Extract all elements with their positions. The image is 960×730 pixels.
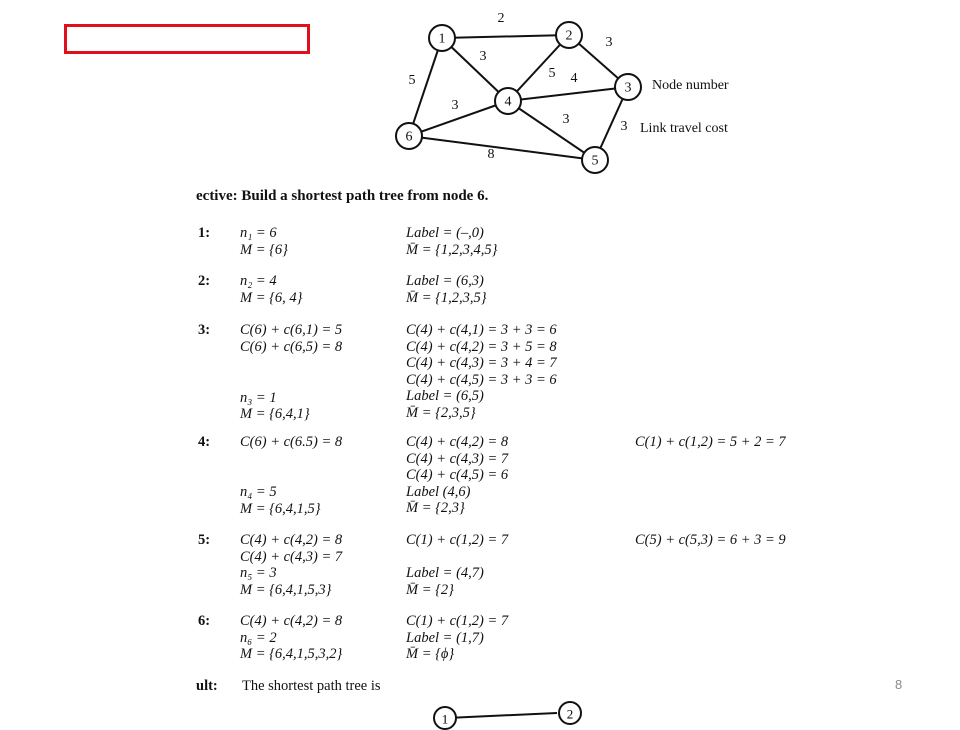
link-cost-1-4: 3 <box>479 49 487 64</box>
node-1-label: 1 <box>438 31 446 47</box>
step-3-left-line: n₃ = 1 <box>240 389 277 406</box>
link-cost-4-6: 3 <box>451 98 459 113</box>
link-cost-1-6: 5 <box>408 73 416 88</box>
step-1-mid-line: M̄ = {1,2,3,4,5} <box>406 241 498 258</box>
step-6-mid-line: Label = (1,7) <box>406 629 484 646</box>
step-3-mid-line: C(4) + c(4,5) = 3 + 3 = 6 <box>406 371 557 388</box>
node-4-label: 4 <box>504 94 512 110</box>
link-cost-1-2: 2 <box>497 11 505 26</box>
step-4-left-line: C(6) + c(6.5) = 8 <box>240 434 343 450</box>
highlight-box <box>64 24 310 54</box>
step-5-left-line: C(4) + c(4,3) = 7 <box>240 548 343 565</box>
link-4-3 <box>508 87 628 101</box>
step-1-left-line: M = {6} <box>240 241 288 258</box>
tree-link-1-2 <box>447 713 557 718</box>
link-cost-4-3: 4 <box>570 71 578 86</box>
step-2-mid-line: Label = (6,3) <box>406 273 484 289</box>
objective-text: ective: Build a shortest path tree from node 6. <box>196 188 489 204</box>
step-3-mid-line: Label = (6,5) <box>406 388 484 404</box>
step-5-mid-line: C(1) + c(1,2) = 7 <box>406 532 509 548</box>
step-4-label: 4: <box>198 434 211 450</box>
step-2-left-line: M = {6, 4} <box>240 289 303 306</box>
result-label: ult: <box>196 678 218 694</box>
link-cost-4-5: 3 <box>562 112 570 127</box>
step-4-mid-line: C(4) + c(4,2) = 8 <box>406 434 509 450</box>
step-5-left-line: M = {6,4,1,5,3} <box>240 581 332 598</box>
step-6-mid-line: C(1) + c(1,2) = 7 <box>406 613 509 629</box>
link-cost-2-4: 5 <box>548 66 556 81</box>
step-4-left-line: M = {6,4,1,5} <box>240 500 321 517</box>
node-5-label: 5 <box>591 153 599 169</box>
step-6-left-line: M = {6,4,1,5,3,2} <box>240 646 343 662</box>
shortest-path-tree <box>420 700 620 730</box>
step-3-left-line: M = {6,4,1} <box>240 406 310 423</box>
step-4-mid-line: M̄ = {2,3} <box>406 500 465 516</box>
step-2-left-line: n₂ = 4 <box>240 273 277 289</box>
link-cost-6-5: 8 <box>487 147 495 162</box>
step-6-mid-line: M̄ = {ϕ} <box>406 646 455 662</box>
tree-node-2-label: 2 <box>566 706 574 722</box>
step-3-left-line: C(6) + c(6,1) = 5 <box>240 322 343 338</box>
step-3-mid-line: C(4) + c(4,2) = 3 + 5 = 8 <box>406 338 557 355</box>
step-5-left-line: C(4) + c(4,2) = 8 <box>240 532 343 548</box>
step-3-mid-line: M̄ = {2,3,5} <box>406 404 476 421</box>
link-cost-2-3: 3 <box>605 35 613 50</box>
step-6-left-line: C(4) + c(4,2) = 8 <box>240 613 343 629</box>
step-4-left-line: n₄ = 5 <box>240 484 277 501</box>
network-graph <box>380 10 780 190</box>
step-2-label: 2: <box>198 273 211 289</box>
node-6-label: 6 <box>405 129 413 145</box>
step-3-label: 3: <box>198 322 211 338</box>
step-3-mid-line: C(4) + c(4,3) = 3 + 4 = 7 <box>406 355 557 371</box>
step-5-left-line: n₅ = 3 <box>240 565 277 581</box>
tree-node-1-label: 1 <box>441 711 449 727</box>
step-5-mid-line: Label = (4,7) <box>406 565 484 581</box>
legend-node-number: Node number <box>652 78 729 93</box>
step-1-mid-line: Label = (–,0) <box>406 225 484 241</box>
link-6-5 <box>409 136 595 160</box>
link-4-6 <box>409 101 508 136</box>
step-5-label: 5: <box>198 532 211 548</box>
node-3-label: 3 <box>624 80 632 96</box>
legend-link-cost: Link travel cost <box>640 121 728 136</box>
step-3-mid-line: C(4) + c(4,1) = 3 + 3 = 6 <box>406 322 557 338</box>
step-5-mid-line: M̄ = {2} <box>406 581 454 598</box>
node-2-label: 2 <box>565 28 573 44</box>
step-6-left-line: n₆ = 2 <box>240 629 277 646</box>
step-4-mid-line: C(4) + c(4,3) = 7 <box>406 450 509 467</box>
step-1-label: 1: <box>198 225 211 241</box>
step-6-label: 6: <box>198 613 211 629</box>
step-1-left-line: n₁ = 6 <box>240 225 277 241</box>
page-number: 8 <box>895 677 903 692</box>
link-1-2 <box>442 35 569 38</box>
result-text: The shortest path tree is <box>242 678 381 694</box>
step-2-mid-line: M̄ = {1,2,3,5} <box>406 289 487 306</box>
step-5-right-line: C(5) + c(5,3) = 6 + 3 = 9 <box>635 532 786 548</box>
step-4-right-line: C(1) + c(1,2) = 5 + 2 = 7 <box>635 434 786 450</box>
step-3-left-line: C(6) + c(6,5) = 8 <box>240 338 343 355</box>
step-4-mid-line: C(4) + c(4,5) = 6 <box>406 467 509 483</box>
link-cost-3-5: 3 <box>620 119 628 134</box>
step-4-mid-line: Label (4,6) <box>406 483 471 500</box>
